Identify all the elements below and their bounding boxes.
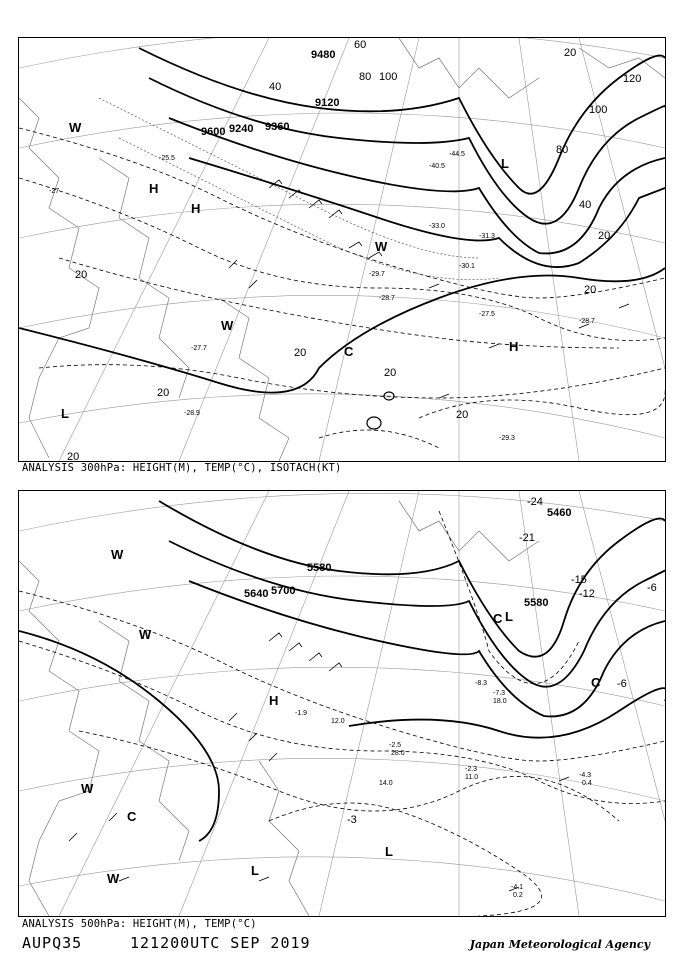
low-pressure-marker: L bbox=[501, 156, 509, 171]
cold-marker: C bbox=[591, 675, 601, 690]
dewpoint-label: 11.0 bbox=[465, 774, 479, 781]
cold-marker: C bbox=[493, 611, 503, 626]
isotach-label: 100 bbox=[379, 71, 398, 83]
temp-label: -27.5 bbox=[479, 311, 495, 318]
temp-label: -31.3 bbox=[479, 233, 495, 240]
isotach-labels bbox=[67, 39, 641, 461]
agency-name: Japan Meteorological Agency bbox=[469, 938, 650, 951]
caption-300hpa: ANALYSIS 300hPa: HEIGHT(M), TEMP(°C), ISOTACH(KT) bbox=[22, 462, 342, 474]
high-pressure-marker: H bbox=[149, 181, 159, 196]
temp-label: -1.9 bbox=[295, 710, 308, 717]
isotach-label: 100 bbox=[589, 104, 608, 116]
height-label: 9600 bbox=[201, 126, 226, 138]
temp-label: -15 bbox=[571, 574, 587, 586]
isotach-label: 20 bbox=[384, 367, 397, 379]
wind-barbs bbox=[229, 180, 629, 398]
height-labels bbox=[244, 507, 571, 609]
height-label: 5580 bbox=[307, 562, 332, 574]
temp-label: -6 bbox=[647, 582, 657, 594]
warm-marker: W bbox=[81, 781, 94, 796]
temp-label: -29.7 bbox=[369, 271, 385, 278]
low-pressure-marker: L bbox=[251, 863, 259, 878]
isotach-label: 40 bbox=[269, 81, 282, 93]
temp-label: -40.5 bbox=[429, 163, 445, 170]
temp-label: -28.7 bbox=[379, 295, 395, 302]
product-code: AUPQ35 bbox=[22, 934, 83, 952]
height-label: 9120 bbox=[315, 97, 340, 109]
temp-label: -30.1 bbox=[459, 263, 475, 270]
dewpoint-label: 12.0 bbox=[331, 718, 345, 725]
temp-label: -29.3 bbox=[499, 435, 515, 442]
isotach-label: 80 bbox=[556, 144, 569, 156]
height-label: 5640 bbox=[244, 588, 269, 600]
temp-label: -27 bbox=[49, 188, 60, 195]
caption-500hpa: ANALYSIS 500hPa: HEIGHT(M), TEMP(°C) bbox=[22, 918, 257, 930]
isotach-label: 20 bbox=[294, 347, 307, 359]
warm-marker: W bbox=[107, 871, 120, 886]
isotachs bbox=[99, 98, 499, 280]
warm-marker: W bbox=[375, 239, 388, 254]
dewpoint-label: 28.0 bbox=[391, 750, 405, 757]
isotach-label: 60 bbox=[354, 39, 367, 51]
temp-label: -2.5 bbox=[389, 742, 402, 749]
dewpoint-label: 14.0 bbox=[379, 780, 393, 787]
height-label: 5580 bbox=[524, 597, 549, 609]
height-label: 9240 bbox=[229, 123, 254, 135]
temp-label: -3 bbox=[347, 814, 357, 826]
low-pressure-marker: L bbox=[61, 406, 69, 421]
height-label: 9480 bbox=[311, 49, 336, 61]
map-500hpa-canvas bbox=[19, 491, 665, 916]
temp-label: -7.3 bbox=[493, 690, 506, 697]
map-panel-500hpa bbox=[18, 490, 666, 917]
warm-marker: W bbox=[221, 318, 234, 333]
isotach-label: 20 bbox=[157, 387, 170, 399]
temp-label: -21 bbox=[519, 532, 535, 544]
isotach-label: 80 bbox=[359, 71, 372, 83]
temp-label: -4.3 bbox=[579, 772, 592, 779]
temp-label: -2.3 bbox=[465, 766, 478, 773]
temp-label: -6 bbox=[617, 678, 627, 690]
isotach-label: 20 bbox=[584, 284, 597, 296]
temp-label: -12 bbox=[579, 588, 595, 600]
dewpoint-label: 0.2 bbox=[513, 892, 523, 899]
high-pressure-marker: H bbox=[269, 693, 279, 708]
temp-label: -33.0 bbox=[429, 223, 445, 230]
temp-label: -25.5 bbox=[159, 155, 175, 162]
closed-contours bbox=[367, 392, 394, 429]
temp-label: -8.3 bbox=[475, 680, 488, 687]
isotach-label: 40 bbox=[579, 199, 592, 211]
low-pressure-marker: L bbox=[385, 844, 393, 859]
pressure-systems bbox=[61, 120, 518, 421]
temp-label: -24 bbox=[527, 496, 543, 508]
dewpoint-label: 0.4 bbox=[582, 780, 592, 787]
low-pressure-marker: L bbox=[505, 609, 513, 624]
temp-label: -4.1 bbox=[511, 884, 524, 891]
isotach-label: 20 bbox=[75, 269, 88, 281]
isotach-label: 20 bbox=[598, 230, 611, 242]
cold-marker: C bbox=[127, 809, 137, 824]
isotherms-dashed bbox=[19, 128, 665, 448]
warm-marker: W bbox=[111, 547, 124, 562]
isotach-label: 20 bbox=[67, 451, 80, 461]
temp-label: -28.7 bbox=[579, 318, 595, 325]
high-pressure-marker: H bbox=[191, 201, 201, 216]
temp-labels bbox=[49, 151, 595, 442]
height-label: 5700 bbox=[271, 585, 296, 597]
high-pressure-marker: H bbox=[509, 339, 519, 354]
cold-marker: C bbox=[344, 344, 354, 359]
warm-marker: W bbox=[139, 627, 152, 642]
temp-label: -27.7 bbox=[191, 345, 207, 352]
isotach-label: 20 bbox=[456, 409, 469, 421]
warm-marker: W bbox=[69, 120, 82, 135]
height-label: 9360 bbox=[265, 121, 290, 133]
map-panel-300hpa bbox=[18, 37, 666, 462]
temp-label: -44.5 bbox=[449, 151, 465, 158]
wind-barbs bbox=[69, 633, 569, 891]
dewpoint-label: 18.0 bbox=[493, 698, 507, 705]
temp-label: -28.9 bbox=[184, 410, 200, 417]
map-300hpa-canvas bbox=[19, 38, 665, 461]
isotach-label: 120 bbox=[623, 73, 642, 85]
isotach-label: 20 bbox=[564, 47, 577, 59]
valid-time: 121200UTC SEP 2019 bbox=[130, 934, 311, 952]
height-label: 5460 bbox=[547, 507, 572, 519]
height-labels bbox=[201, 49, 339, 138]
